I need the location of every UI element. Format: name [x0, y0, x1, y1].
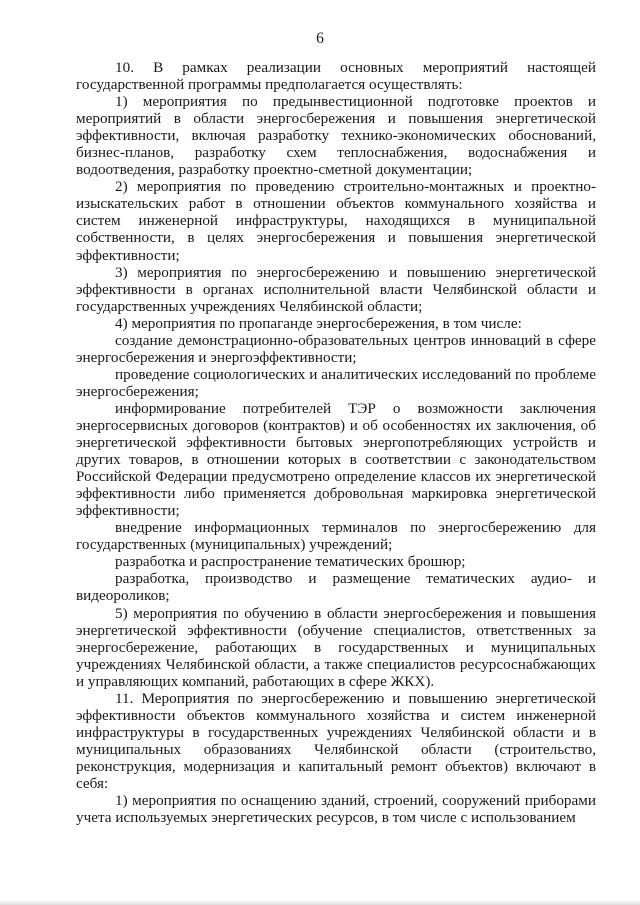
page-number: 6	[316, 30, 324, 47]
document-body	[76, 59, 596, 826]
paragraph-training-measures: 5) мероприятия по обучению в области энергосбережения и повышения энергетической эффективности (обучение специалистов, ответственных за энергосбережение, работающих в государственных и муниципальных учреждениях Челябинской области, а также специалистов ресурсоснабжающих и управляющих компаний, работающих в сфере ЖКХ).	[76, 604, 596, 690]
paragraph-propaganda-measures: 4) мероприятия по пропаганде энергосбережения, в том числе:	[115, 314, 522, 332]
paragraph-consumer-informing: информирование потребителей ТЭР о возможности заключения энергосервисных договоров (контрактов) и об особенностях их заключения, об энергетической эффективности бытовых энергопотребляющих устройств и других товаров, в отношении которых в соответствии с законодательством Российской Федерации предусмотрено определение классов их энергетической эффективности либо применяется добровольная маркировка энергетической эффективности;	[76, 399, 596, 520]
paragraph-metering-devices: 1) мероприятия по оснащению зданий, строений, сооружений приборами учета используемых энергетических ресурсов, в том числе с использованием	[76, 792, 596, 827]
paragraph-executive-bodies-measures: 3) мероприятия по энергосбережению и повышению энергетической эффективности в органах исполнительной власти Челябинской области и государственных учреждениях Челябинской области;	[76, 263, 596, 315]
scan-bottom-edge	[0, 900, 640, 905]
paragraph-preinvestment-measures: 1) мероприятия по предынвестиционной подготовке проектов и мероприятий в области энергосбережения и повышения энергетической эффективности, включая разработку технико-экономических обоснований, бизнес-планов, разработку схем теплоснабжения, водоснабжения и водоотведения, разработку проектно-сметной документации;	[76, 93, 596, 179]
paragraph-info-terminals: внедрение информационных терминалов по энергосбережению для государственных (муниципальных) учреждений;	[76, 519, 596, 554]
paragraph-sociological-research: проведение социологических и аналитических исследований по проблеме энергосбережения;	[76, 365, 596, 400]
paragraph-construction-measures: 2) мероприятия по проведению строительно-монтажных и проектно-изыскательских работ в отношении объектов коммунального хозяйства и систем инженерной инфраструктуры, находящихся в муниципальной собственности, в целях энергосбережения и повышения энергетической эффективности;	[76, 178, 596, 264]
paragraph-brochures: разработка и распространение тематических брошюр;	[115, 553, 466, 571]
paragraph-video-production: разработка, производство и размещение тематических аудио- и видеороликов;	[76, 570, 596, 605]
paragraph-demo-centers: создание демонстрационно-образовательных центров инноваций в сфере энергосбережения и энергоэффективности;	[76, 331, 596, 366]
paragraph-item-11: 11. Мероприятия по энергосбережению и повышению энергетической эффективности объектов коммунального хозяйства и систем инженерной инфраструктуры в государственных учреждениях Челябинской области и в муниципальных образованиях Челябинской области (строительство, реконструкция, модернизация и капитальный ремонт объектов) включают в себя:	[76, 689, 596, 792]
paragraph-item-10: 10. В рамках реализации основных мероприятий настоящей государственной программы предполагается осуществлять:	[76, 59, 596, 94]
